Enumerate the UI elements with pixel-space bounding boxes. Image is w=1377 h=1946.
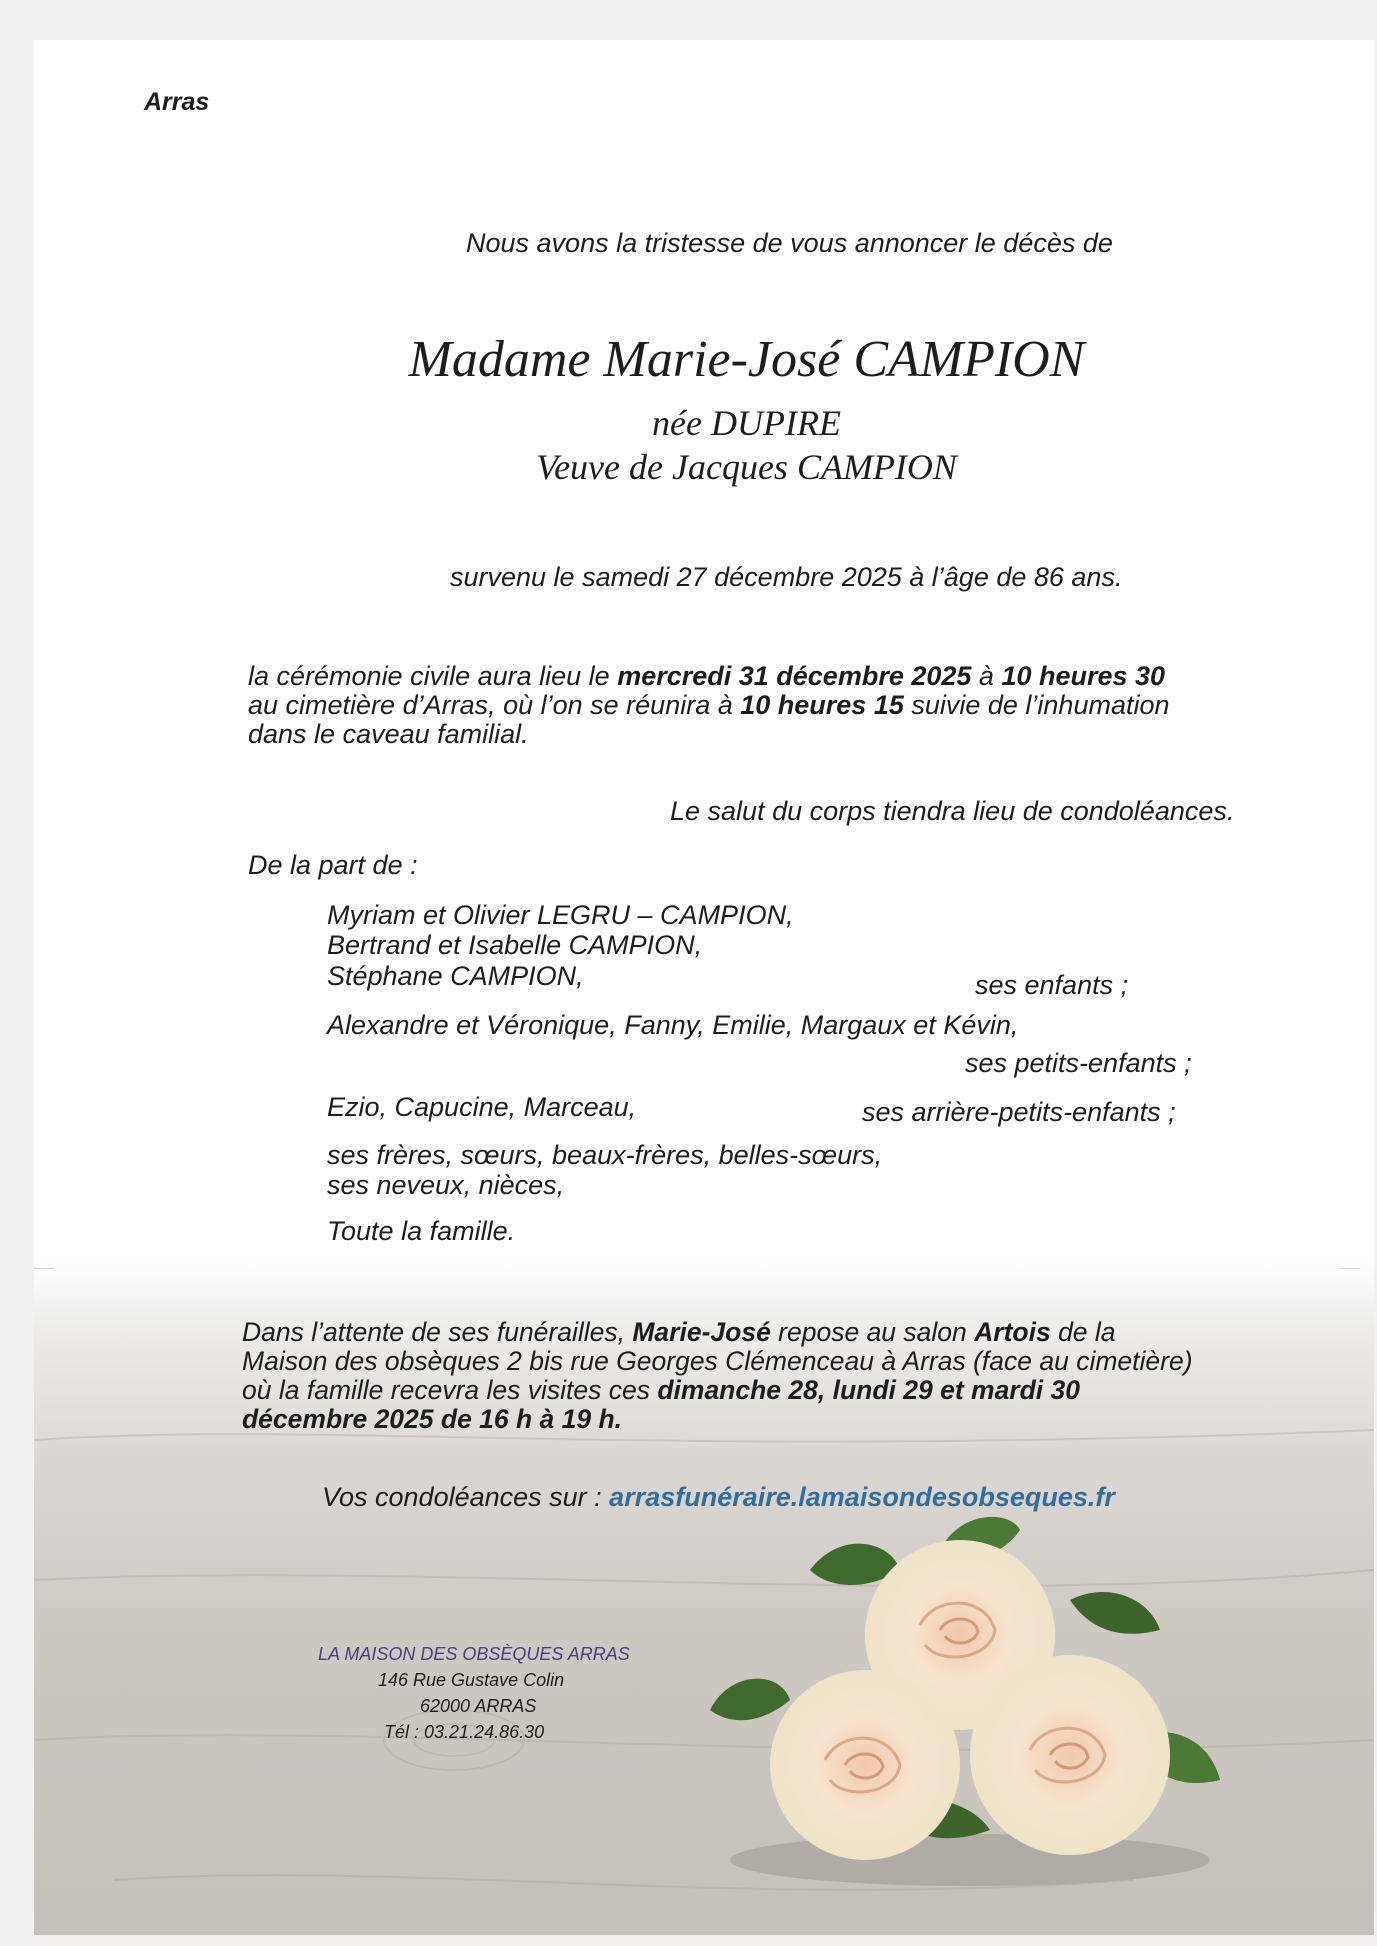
funeral-home-city: 62000 ARRAS	[420, 1696, 537, 1716]
child-line: Stéphane CAMPION,	[327, 961, 584, 991]
city-label: Arras	[144, 88, 210, 116]
grandchildren-role: ses petits-enfants ;	[965, 1048, 1192, 1078]
ceremony-line-2	[248, 691, 1170, 720]
ceremony-date: mercredi 31 décembre 2025	[617, 661, 972, 691]
salon-name: Artois	[974, 1317, 1051, 1347]
first-name: Marie-José	[632, 1317, 771, 1347]
ceremony-text: la cérémonie civile aura lieu le	[248, 661, 618, 691]
from-label: De la part de :	[248, 850, 418, 880]
visitation-text: Dans l’attente de ses funérailles,	[242, 1317, 633, 1347]
meeting-time: 10 heures 15	[740, 690, 904, 720]
condolences-label: Vos condoléances sur :	[322, 1482, 610, 1512]
ceremony-time: 10 heures 30	[1001, 661, 1166, 691]
deceased-name: Madame Marie-José CAMPION	[408, 331, 1085, 388]
shadow	[730, 1834, 1210, 1886]
ceremony-text: suivie de l’inhumation	[903, 690, 1170, 720]
nephews-line: ses neveux, nièces,	[327, 1170, 565, 1200]
fold-mark-right	[1340, 1268, 1360, 1289]
visitation-line-4	[242, 1405, 1193, 1434]
ceremony-line-3: dans le caveau familial.	[248, 719, 529, 749]
funeral-home-address: 146 Rue Gustave Colin	[378, 1670, 565, 1690]
ceremony-text: au cimetière d’Arras, où l’on se réunira à	[248, 690, 741, 720]
great-grandchildren-role: ses arrière-petits-enfants ;	[862, 1097, 1176, 1127]
rose-left	[770, 1670, 960, 1860]
visitation-line-1	[242, 1318, 1193, 1347]
child-line: Bertrand et Isabelle CAMPION,	[327, 930, 703, 960]
rose-right	[970, 1655, 1170, 1855]
child-line: Myriam et Olivier LEGRU – CAMPION,	[327, 900, 794, 930]
roses-image	[690, 1510, 1230, 1895]
salut-text: Le salut du corps tiendra lieu de condoléances.	[670, 796, 1235, 826]
visitation-text: de la	[1050, 1317, 1116, 1347]
maiden-name: née DUPIRE	[652, 403, 841, 443]
funeral-home-phone: Tél : 03.21.24.86.30	[384, 1722, 545, 1742]
siblings-line: ses frères, sœurs, beaux-frères, belles-sœurs,	[327, 1140, 883, 1170]
ceremony-paragraph	[248, 662, 1170, 749]
visitation-text: où la famille recevra les visites ces	[242, 1375, 658, 1405]
visitation-line-2: Maison des obsèques 2 bis rue Georges Clémenceau à Arras (face au cimetière)	[242, 1346, 1193, 1376]
visit-days: dimanche 28, lundi 29 et mardi 30	[657, 1375, 1081, 1405]
death-date-text: survenu le samedi 27 décembre 2025 à l’âge de 86 ans.	[450, 562, 1123, 592]
widow-of: Veuve de Jacques CAMPION	[536, 447, 957, 487]
ceremony-text: à	[971, 661, 1002, 691]
ceremony-line-1	[248, 662, 1170, 691]
intro-text: Nous avons la tristesse de vous annoncer le décès de	[466, 228, 1113, 258]
grandchildren-line: Alexandre et Véronique, Fanny, Emilie, Margaux et Kévin,	[327, 1010, 1019, 1040]
condolences-line	[322, 1482, 1115, 1513]
visitation-line-3	[242, 1376, 1193, 1405]
condolences-link[interactable]: arrasfunéraire.lamaisondesobseques.fr	[609, 1482, 1115, 1512]
fold-mark-left	[34, 1268, 54, 1289]
great-grandchildren-line: Ezio, Capucine, Marceau,	[327, 1092, 637, 1122]
whole-family-line: Toute la famille.	[327, 1216, 516, 1246]
visitation-paragraph	[242, 1318, 1193, 1434]
leaf	[710, 1679, 790, 1721]
visitation-text: repose au salon	[770, 1317, 975, 1347]
leaf	[1070, 1592, 1160, 1634]
visit-hours: décembre 2025 de 16 h à 19 h.	[242, 1404, 623, 1434]
children-role: ses enfants ;	[975, 970, 1129, 1000]
funeral-home-name: LA MAISON DES OBSÈQUES ARRAS	[318, 1644, 630, 1664]
